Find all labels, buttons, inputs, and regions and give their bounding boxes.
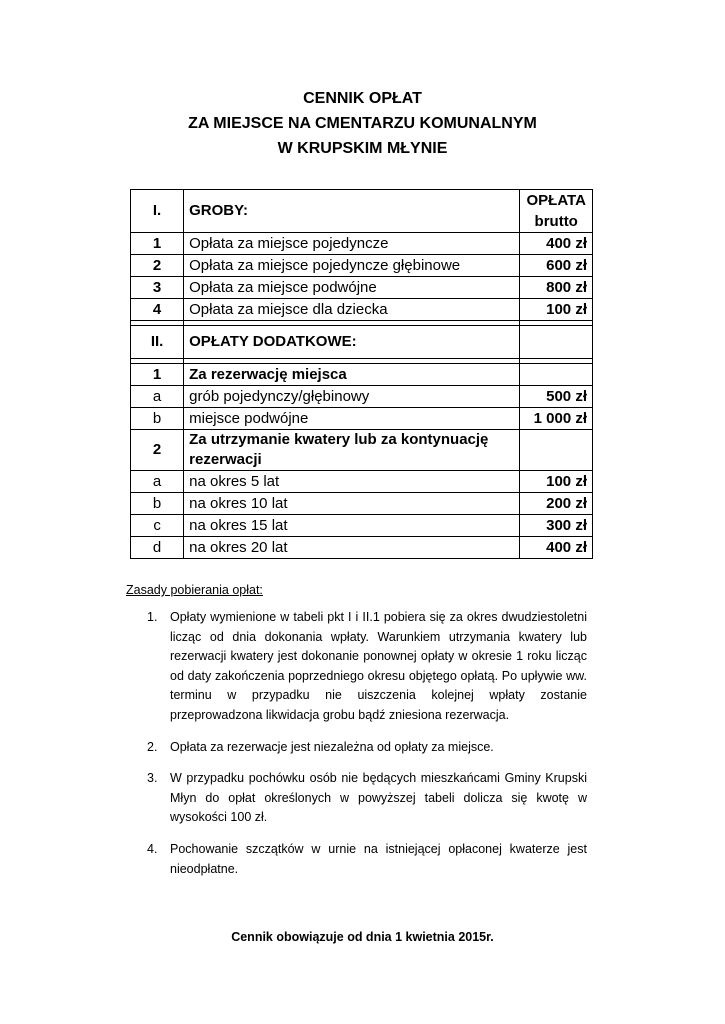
- title-line-1: CENNIK OPŁAT: [303, 90, 422, 107]
- section-header-graves: [131, 190, 593, 233]
- row-number: b: [131, 493, 184, 515]
- row-description-line-1: Za utrzymanie kwatery lub za kontynuację: [189, 431, 489, 448]
- list-item: [147, 608, 587, 726]
- row-description: Opłata za miejsce pojedyncze głębinowe: [184, 255, 520, 277]
- table-row: [131, 233, 593, 255]
- row-description: Opłata za miejsce podwójne: [184, 277, 520, 299]
- fee-header-line-1: OPŁATA: [526, 192, 586, 209]
- row-description: Za rezerwację miejsca: [184, 364, 520, 386]
- section-label: GROBY:: [184, 190, 520, 233]
- row-description: [184, 430, 520, 471]
- empty-cell: [520, 430, 593, 471]
- row-number: 2: [131, 255, 184, 277]
- row-price: 100 zł: [520, 471, 593, 493]
- title-line-3: W KRUPSKIM MŁYNIE: [277, 140, 448, 157]
- fee-header: [520, 190, 593, 233]
- row-price: 200 zł: [520, 493, 593, 515]
- list-item: [147, 840, 587, 879]
- row-price: 600 zł: [520, 255, 593, 277]
- table-row: [131, 537, 593, 559]
- row-description: na okres 20 lat: [184, 537, 520, 559]
- table-row: [131, 255, 593, 277]
- row-description-line-2: rezerwacji: [189, 451, 262, 468]
- list-item: [147, 738, 587, 758]
- row-number: 1: [131, 364, 184, 386]
- row-price: 800 zł: [520, 277, 593, 299]
- fee-header-line-2: brutto: [534, 213, 578, 230]
- row-description: Opłata za miejsce pojedyncze: [184, 233, 520, 255]
- list-item-text: Opłata za rezerwacje jest niezależna od opłaty za miejsce.: [170, 739, 494, 754]
- table-row: [131, 515, 593, 537]
- row-price: 500 zł: [520, 386, 593, 408]
- table-row: [131, 386, 593, 408]
- table-row: [131, 493, 593, 515]
- row-description: miejsce podwójne: [184, 408, 520, 430]
- list-item-number: 1.: [147, 610, 158, 624]
- row-description: grób pojedynczy/głębinowy: [184, 386, 520, 408]
- row-price: 400 zł: [520, 537, 593, 559]
- row-number: 3: [131, 277, 184, 299]
- effective-date-footer: Cennik obowiązuje od dnia 1 kwietnia 2015r.: [231, 930, 494, 944]
- empty-cell: [520, 326, 593, 359]
- table-row: [131, 471, 593, 493]
- row-description: na okres 15 lat: [184, 515, 520, 537]
- rules-list: [147, 608, 587, 891]
- table-row: [131, 408, 593, 430]
- title-line-2: ZA MIEJSCE NA CMENTARZU KOMUNALNYM: [188, 115, 537, 132]
- price-table: [130, 189, 593, 559]
- row-description: na okres 5 lat: [184, 471, 520, 493]
- table-row: [131, 430, 593, 471]
- row-number: 2: [131, 430, 184, 471]
- row-description: Opłata za miejsce dla dziecka: [184, 299, 520, 321]
- table-row: [131, 277, 593, 299]
- row-number: 1: [131, 233, 184, 255]
- list-item: [147, 769, 587, 828]
- list-item-number: 4.: [147, 841, 158, 856]
- row-price: 1 000 zł: [520, 408, 593, 430]
- list-item-text: Pochowanie szczątków w urnie na istniejącej opłaconej kwaterze jest nieodpłatne.: [170, 841, 587, 876]
- row-number: c: [131, 515, 184, 537]
- row-description: na okres 10 lat: [184, 493, 520, 515]
- section-header-additional: [131, 326, 593, 359]
- row-number: b: [131, 408, 184, 430]
- row-number: a: [131, 386, 184, 408]
- empty-cell: [520, 364, 593, 386]
- list-item-number: 2.: [147, 739, 158, 754]
- table-row: [131, 364, 593, 386]
- row-number: a: [131, 471, 184, 493]
- list-item-number: 3.: [147, 771, 158, 786]
- row-price: 300 zł: [520, 515, 593, 537]
- rules-heading: Zasady pobierania opłat:: [126, 583, 263, 597]
- list-item-text: W przypadku pochówku osób nie będących mieszkańcami Gminy Krupski Młyn do opłat określonych w powyższej tabeli dolicza się kwotę w wysokości 100 zł.: [170, 771, 587, 825]
- section-number: II.: [131, 326, 184, 359]
- section-label: OPŁATY DODATKOWE:: [184, 326, 520, 359]
- row-price: 400 zł: [520, 233, 593, 255]
- list-item-text: Opłaty wymienione w tabeli pkt I i II.1 pobiera się za okres dwudziestoletni licząc od dnia dokonania wpłaty. Warunkiem utrzymania kwatery lub rezerwacji kwatery jest dokonanie ponownej opłaty w okresie 1 roku licząc od daty zakończenia poprzedniego okresu objętego opłatą. Po upływie ww. terminu w przypadku nie uiszczenia kolejnej wpłaty zostanie przeprowadzona likwidacja grobu bądź zniesiona rezerwacja.: [170, 610, 587, 722]
- row-number: 4: [131, 299, 184, 321]
- row-price: 100 zł: [520, 299, 593, 321]
- section-number: I.: [131, 190, 184, 233]
- row-number: d: [131, 537, 184, 559]
- table-row: [131, 299, 593, 321]
- document-title: [0, 86, 725, 161]
